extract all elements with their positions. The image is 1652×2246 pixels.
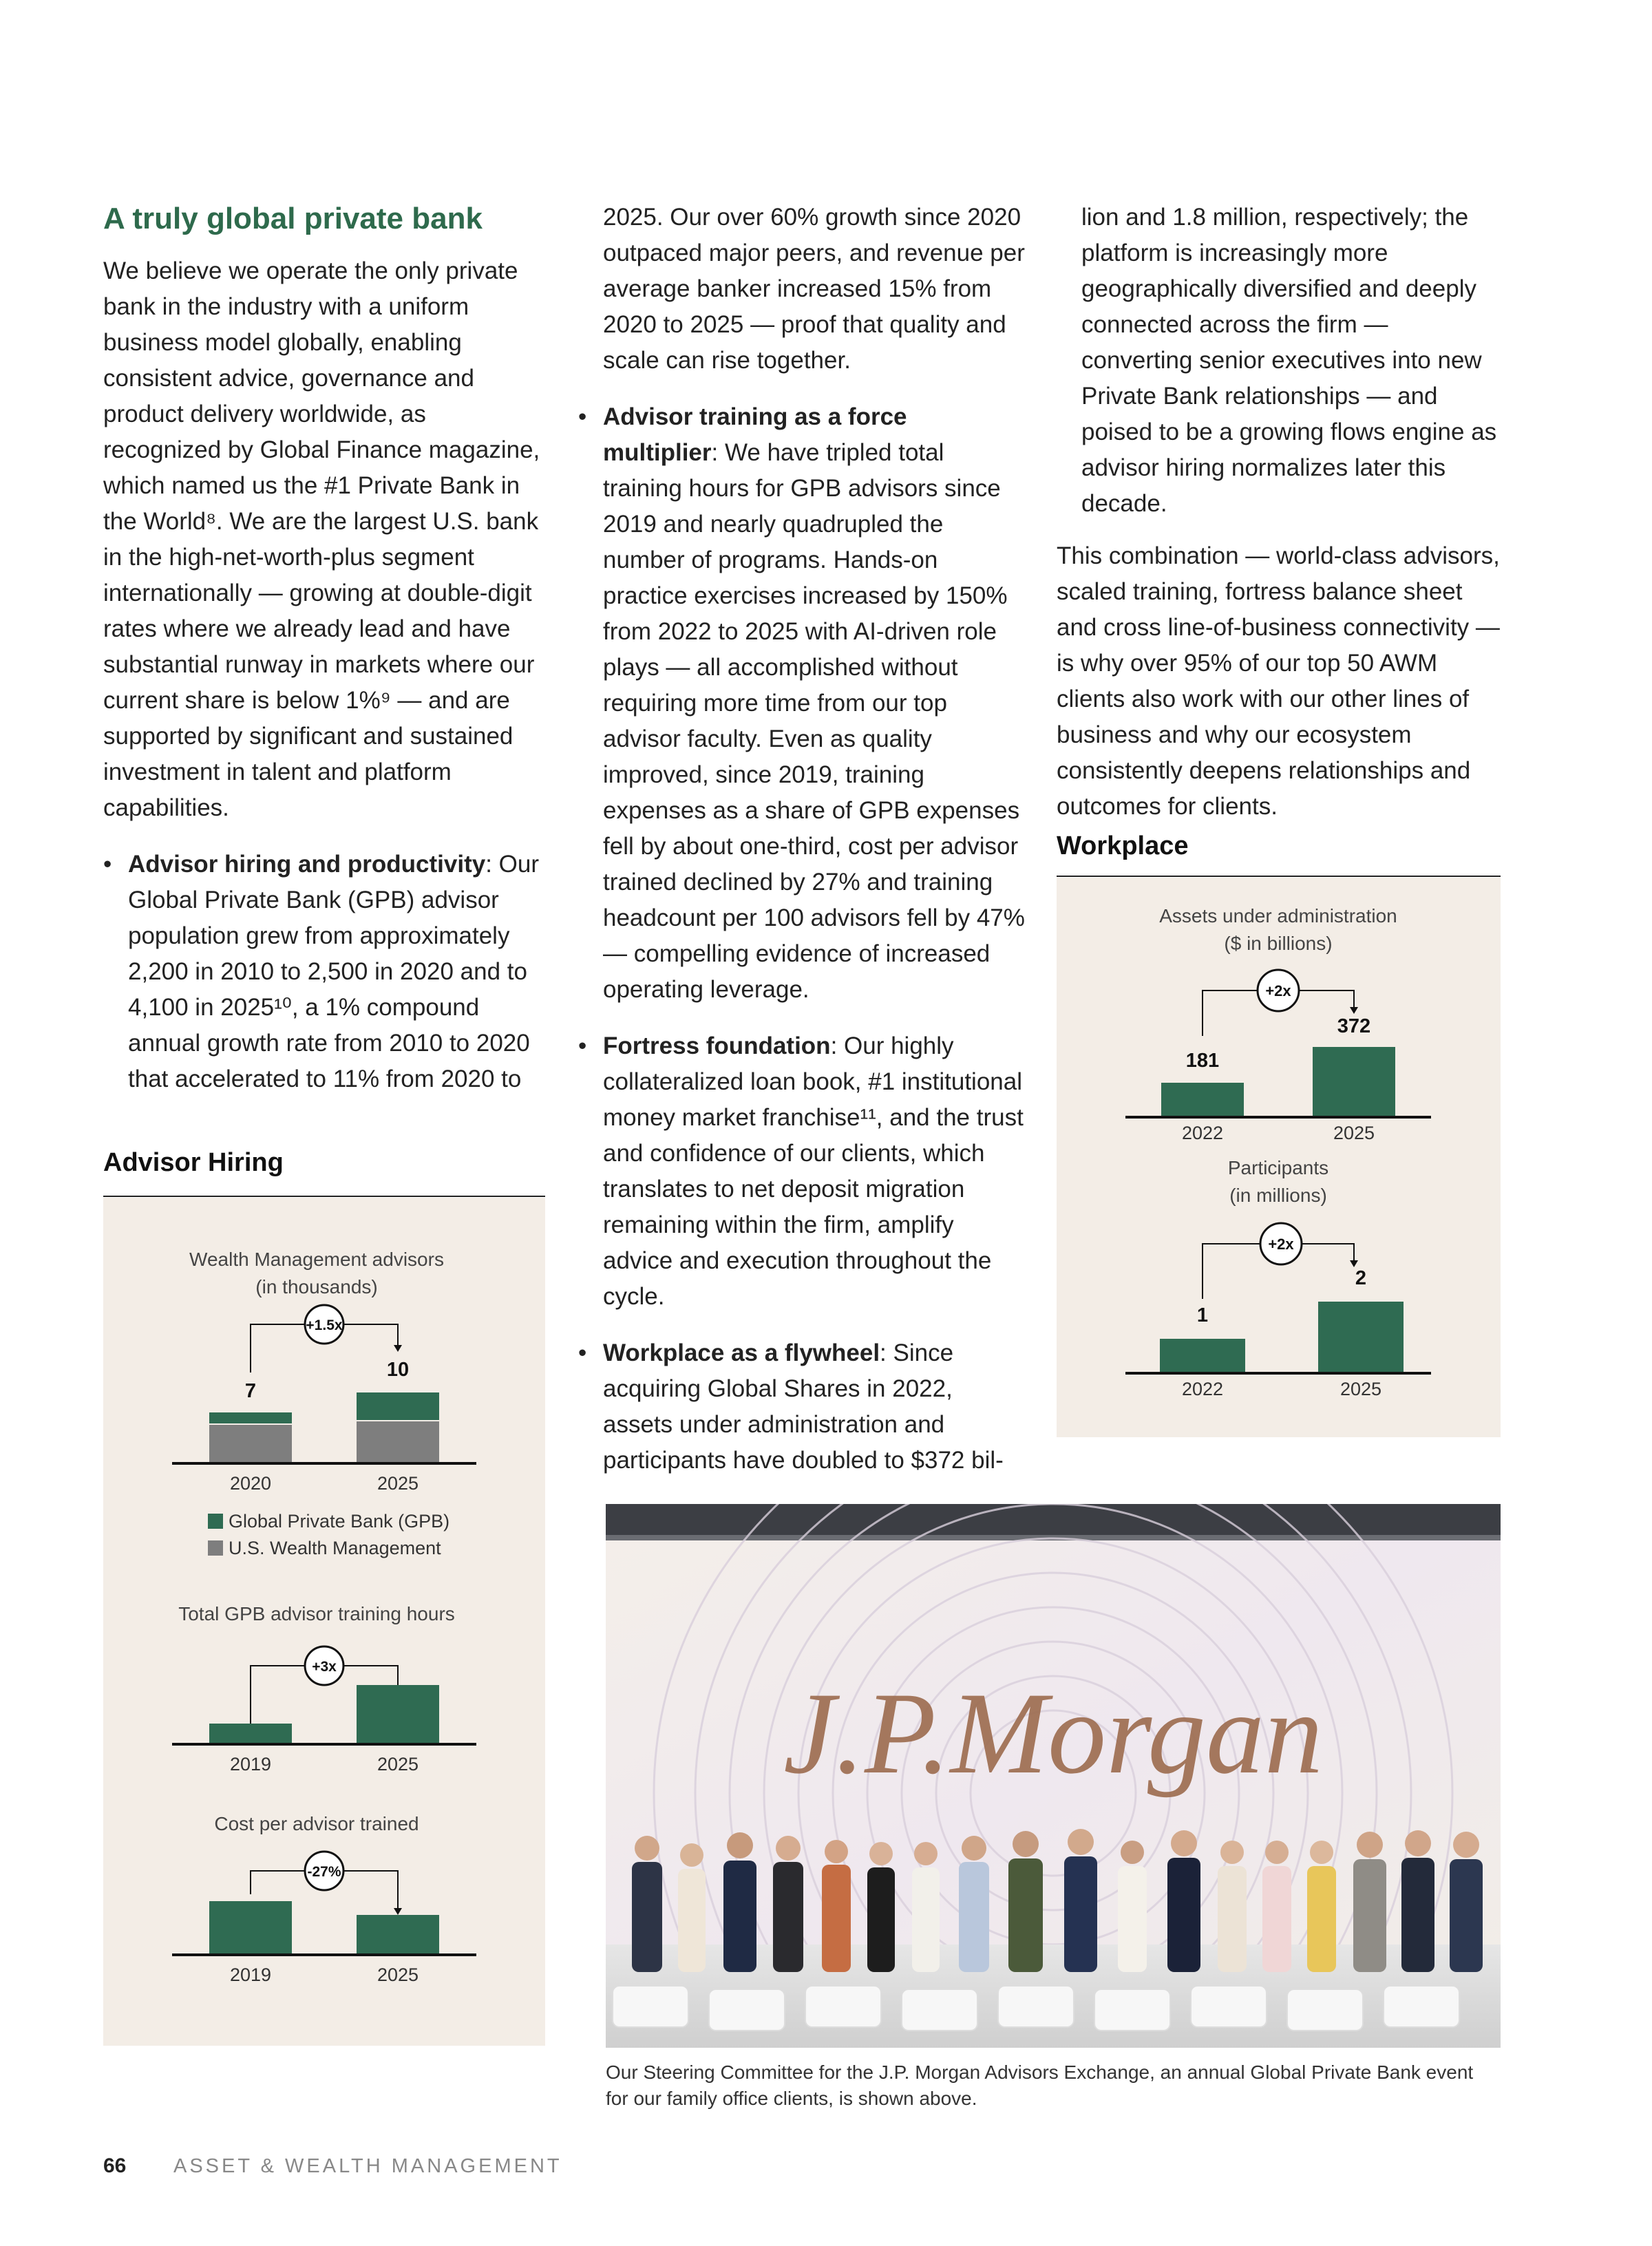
column-3 xyxy=(1057,200,1501,825)
bar-cost-2025 xyxy=(357,1915,439,1953)
bullet-workplace-flywheel xyxy=(578,1335,1026,1479)
growth-connector xyxy=(103,1853,545,1936)
total-label-2025: 10 xyxy=(386,1359,410,1381)
workplace-panel xyxy=(1057,878,1501,1437)
page-number: 66 xyxy=(103,2154,127,2177)
chart-subtitle-text: (in millions) xyxy=(1229,1185,1327,1206)
advisor-hiring-rule xyxy=(103,1196,545,1197)
section-name: ASSET & WEALTH MANAGEMENT xyxy=(173,2155,562,2177)
legend-swatch-grey xyxy=(208,1540,223,1556)
photo-illustration xyxy=(606,1504,1501,2048)
legend-usw xyxy=(208,1538,441,1559)
bullet-heading: Fortress foundation xyxy=(603,1032,831,1059)
chart-baseline xyxy=(172,1743,476,1746)
bar-usw-2020 xyxy=(209,1425,292,1462)
value-label-2025: 372 xyxy=(1337,1015,1371,1037)
x-tick-2025: 2025 xyxy=(377,1964,419,1985)
growth-badge: -27% xyxy=(307,1864,341,1880)
growth-connector xyxy=(1057,1218,1501,1314)
bar-training-2025 xyxy=(357,1685,439,1743)
workplace-rule xyxy=(1057,876,1501,877)
bullet-text: : Since acquiring Global Shares in 2022, assets under administration and participants have doubled to $372 bil- xyxy=(603,1339,1004,1474)
legend-gpb xyxy=(208,1511,449,1532)
x-tick-2022: 2022 xyxy=(1181,1123,1224,1143)
bar-training-2019 xyxy=(209,1724,292,1743)
x-tick-2022: 2022 xyxy=(1181,1379,1224,1399)
value-label-2025: 2 xyxy=(1355,1267,1367,1289)
x-tick-2019: 2019 xyxy=(229,1964,272,1985)
continued-paragraph: lion and 1.8 million, respectively; the platform is increasingly more geographically diversified and deeply connected across the firm — converting senior executives into new Private Bank relationships — and poised to be a growing flows engine as advisor hiring normalizes later this decade. xyxy=(1081,204,1497,517)
chart-baseline xyxy=(172,1462,476,1465)
bar-gpb-2025 xyxy=(357,1392,439,1420)
combination-paragraph: This combination — world-class advisors, scaled training, fortress balance sheet and cross line-of-business connectivity — is why over 95% of our top 50 AWM clients also work with our other lines of business and why our ecosystem consistently deepens relationships and outcomes for clients. xyxy=(1057,542,1500,820)
chart-title xyxy=(145,1246,489,1301)
photo-caption: Our Steering Committee for the J.P. Morgan Advisors Exchange, an annual Global Private Bank event for our family office clients, is shown above. xyxy=(606,2062,1474,2109)
bullet-heading: Advisor training as a force multiplier xyxy=(603,403,907,466)
chart-title: Cost per advisor trained xyxy=(214,1813,419,1834)
chart-title xyxy=(1106,1154,1450,1209)
x-tick-2025: 2025 xyxy=(377,1754,419,1774)
legend-swatch-green xyxy=(208,1514,223,1529)
chart-title-text: Wealth Management advisors xyxy=(189,1249,444,1270)
continued-paragraph: 2025. Our over 60% growth since 2020 outpaced major peers, and revenue per average banker increased 15% from 2020 to 2025 — proof that quality and scale can rise together. xyxy=(603,204,1025,374)
growth-badge: +1.5x xyxy=(306,1317,343,1333)
growth-connector xyxy=(103,1649,545,1732)
bullet-text: : Our Global Private Bank (GPB) advisor population grew from approximately 2,200 in 2010 to 2,500 in 2020 and to 4,100 in 2025¹⁰, a 1% compound annual growth rate from 2010 to 2020 that accelerated to 11% from 2020 to xyxy=(128,851,540,1092)
bar-aua-2025 xyxy=(1313,1047,1395,1116)
chart-subtitle-text: (in thousands) xyxy=(255,1276,378,1297)
workplace-title: Workplace xyxy=(1057,831,1189,860)
advisor-hiring-title: Advisor Hiring xyxy=(103,1148,284,1177)
chart-title-text: Assets under administration xyxy=(1159,905,1397,926)
section-heading: A truly global private bank xyxy=(103,202,483,235)
intro-paragraph: We believe we operate the only private bank in the industry with a uniform business model globally, enabling consistent advice, governance and product delivery worldwide, as recognized by Global Finance magazine, which named us the #1 Private Bank in the World⁸. We are the largest U.S. bank in the high-net-worth-plus segment internationally — growing at double-digit rates where we already lead and have substantial runway in markets where our current share is below 1%⁹ — and are supported by significant and sustained investment in talent and platform capabilities. xyxy=(103,257,540,821)
growth-badge: +3x xyxy=(312,1659,337,1675)
chart-title: Total GPB advisor training hours xyxy=(178,1603,455,1624)
legend-label: Global Private Bank (GPB) xyxy=(229,1511,450,1532)
chart-baseline xyxy=(1125,1372,1431,1375)
chart-title-text: Participants xyxy=(1227,1157,1329,1178)
bar-aua-2022 xyxy=(1161,1083,1244,1116)
legend-label: U.S. Wealth Management xyxy=(229,1538,441,1558)
bullet-text: : Our highly collateralized loan book, #1 institutional money market franchise¹¹, and the trust and confidence of our clients, which translates to net deposit migration remaining within the firm, amplify advice and execution throughout the cycle. xyxy=(603,1032,1024,1310)
chart-subtitle-text: ($ in billions) xyxy=(1224,933,1333,954)
value-label-2022: 1 xyxy=(1196,1304,1209,1326)
bar-usw-2025 xyxy=(357,1421,439,1462)
bullet-advisor-hiring xyxy=(103,847,544,1097)
x-tick-2025: 2025 xyxy=(1339,1379,1382,1399)
bullet-heading: Workplace as a flywheel xyxy=(603,1339,880,1366)
event-photo xyxy=(606,1504,1501,2048)
bar-gpb-2020 xyxy=(209,1412,292,1423)
column-1 xyxy=(103,200,544,1097)
growth-connector xyxy=(1057,967,1501,1050)
bullet-heading: Advisor hiring and productivity xyxy=(128,851,486,878)
chart-title xyxy=(1106,902,1450,957)
growth-badge: +2x xyxy=(1265,982,1291,999)
bullet-advisor-training xyxy=(578,399,1026,1008)
x-tick-2025: 2025 xyxy=(1333,1123,1375,1143)
bullet-text: : We have tripled total training hours for GPB advisors since 2019 and nearly quadrupled the number of programs. Hands-on practice exercises increased by 150% from 2022 to 2025 with AI-driven role plays — all accomplished without requiring more time from our top advisor faculty. Even as quality improved, since 2019, training expenses as a share of GPB expenses fell by about one-third, cost per advisor trained declined by 27% and training headcount per 100 advisors fell by 47% — compelling evidence of increased operating leverage. xyxy=(603,439,1025,1003)
advisor-hiring-panel xyxy=(103,1198,545,2046)
chart-baseline xyxy=(1125,1116,1431,1119)
bar-participants-2025 xyxy=(1318,1302,1404,1372)
bar-cost-2019 xyxy=(209,1901,292,1953)
growth-connector xyxy=(103,1315,545,1384)
x-tick-2020: 2020 xyxy=(229,1473,272,1494)
x-tick-2025: 2025 xyxy=(377,1473,419,1494)
x-tick-2019: 2019 xyxy=(229,1754,272,1774)
total-label-2020: 7 xyxy=(244,1380,257,1402)
bar-participants-2022 xyxy=(1160,1339,1245,1372)
column-2 xyxy=(578,200,1026,1479)
jpmorgan-logo: J.P.Morgan xyxy=(783,1668,1323,1798)
value-label-2022: 181 xyxy=(1185,1050,1220,1072)
chart-baseline xyxy=(172,1953,476,1956)
bullet-fortress-foundation xyxy=(578,1028,1026,1315)
growth-badge: +2x xyxy=(1268,1236,1294,1253)
